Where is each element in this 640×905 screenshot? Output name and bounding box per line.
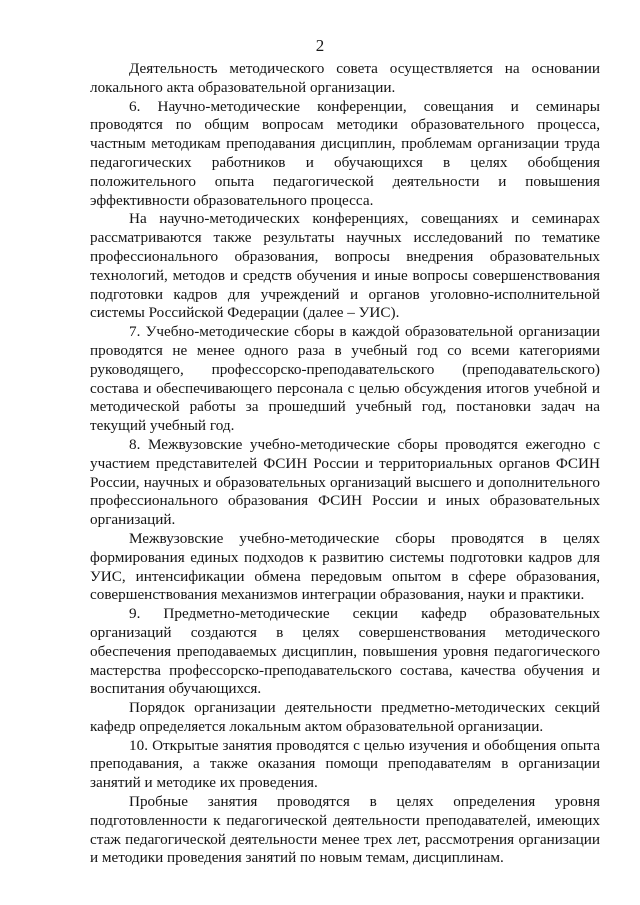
paragraph-sections-procedure: Порядок организации деятельности предметно-методических секций кафедр определяется локальным актом образовательной организации. (90, 699, 600, 735)
paragraph-item-8-interuniversity-meetings: 8. Межвузовские учебно-методические сборы проводятся ежегодно с участием представителей ФСИН России и территориальных органов ФСИН России, научных и образовательных организаций высшего и дополнительного профессионального образования ФСИН России и иных образовательных организаций. (90, 435, 600, 529)
paragraph-item-6-conferences: 6. Научно-методические конференции, совещания и семинары проводятся по общим вопросам методики образовательного процесса, частным методикам преподавания дисциплин, проблемам организации труда педагогических работников и обучающихся в целях обобщения положительного опыта педагогической деятельности и повышения эффективности образовательного процесса. (90, 97, 600, 209)
paragraph-interuniversity-goals: Межвузовские учебно-методические сборы проводятся в целях формирования единых подходов к развитию системы подготовки кадров для УИС, интенсификации обмена передовым опытом в сфере образования, совершенствования механизмов интеграции образования, науки и практики. (90, 529, 600, 604)
page-number: 2 (315, 36, 325, 55)
paragraph-conference-topics: На научно-методических конференциях, совещаниях и семинарах рассматриваются также результаты научных исследований по тематике профессионального образования, вопросы внедрения образовательных технологий, методов и средств обучения и иные вопросы совершенствования подготовки кадров для учреждений и органов уголовно-исполнительной системы Российской Федерации (далее – УИС). (90, 210, 600, 322)
document-body (90, 60, 600, 868)
paragraph-item-9-subject-sections: 9. Предметно-методические секции кафедр образовательных организаций создаются в целях совершенствования методического обеспечения преподаваемых дисциплин, повышения уровня педагогического мастерства профессорско-преподавательского состава, качества обучения и воспитания обучающихся. (90, 605, 600, 698)
paragraph-methodical-council: Деятельность методического совета осуществляется на основании локального акта образовательной организации. (90, 60, 600, 96)
paragraph-trial-lessons: Пробные занятия проводятся в целях определения уровня подготовленности к педагогической деятельности преподавателей, имеющих стаж педагогической деятельности менее трех лет, рассмотрения организации и методики проведения занятий по новым темам, дисциплинам. (90, 793, 600, 867)
paragraph-item-10-open-lessons: 10. Открытые занятия проводятся с целью изучения и обобщения опыта преподавания, а также оказания помощи преподавателям в организации занятий и методике их проведения. (90, 736, 600, 792)
paragraph-item-7-training-meetings: 7. Учебно-методические сборы в каждой образовательной организации проводятся не менее одного раза в учебный год со всеми категориями руководящего, профессорско-преподавательского (преподавательского) состава и обеспечивающего персонала с целью обсуждения итогов учебной и методической работы за прошедший учебный год, постановки задач на текущий учебный год. (90, 323, 600, 435)
